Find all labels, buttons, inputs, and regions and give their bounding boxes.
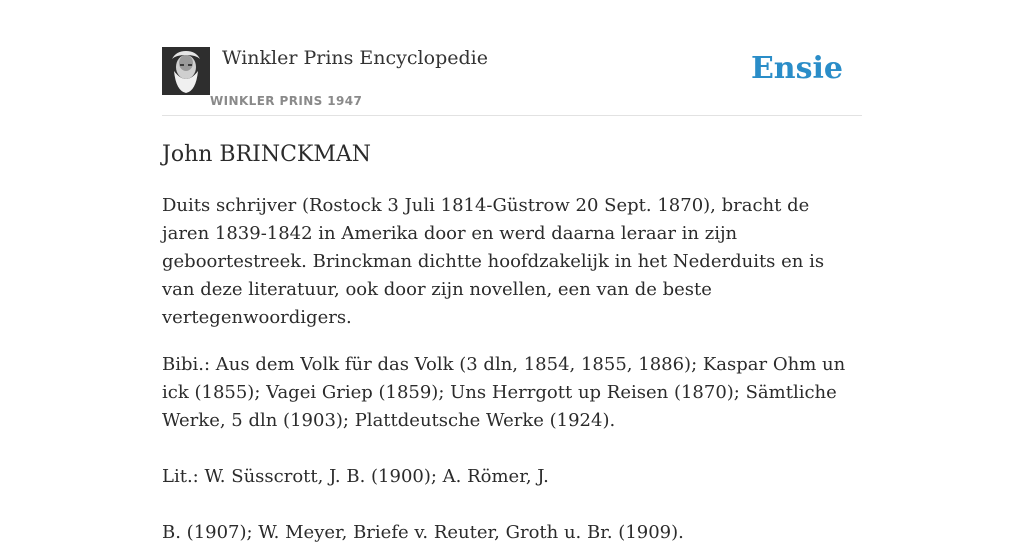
author-avatar[interactable]: [162, 47, 210, 95]
site-header: [162, 46, 862, 116]
bibliography-paragraph: Bibi.: Aus dem Volk für das Volk (3 dln, 1854, 1855, 1886); Kaspar Ohm un ick (1855); Vagei Griep (1859); Uns Herrgott up Reisen (1870); Sämtliche Werke, 5 dln (1903); Plattdeutsche Werke (1924).: [162, 354, 846, 431]
avatar-portrait-icon: [162, 47, 210, 95]
literature-paragraph-continued: B. (1907); W. Meyer, Briefe v. Reuter, Groth u. Br. (1909).: [162, 522, 684, 543]
article-title: John BRINCKMAN: [162, 142, 371, 167]
literature-paragraph: Lit.: W. Süsscrott, J. B. (1900); A. Römer, J.: [162, 466, 549, 487]
article-paragraph: Duits schrijver (Rostock 3 Juli 1814-Güstrow 20 Sept. 1870), bracht de jaren 1839-1842 in Amerika door en werd daarna leraar in zijn geboortestreek. Brinckman dichtte hoofdzakelijk in het Nederduits en is van deze literatuur, ook door zijn novellen, een van de beste vertegenwoordigers.: [162, 195, 825, 328]
brand-logo[interactable]: Ensie: [750, 51, 843, 86]
site-title[interactable]: Winkler Prins Encyclopedie: [222, 47, 488, 69]
article: [162, 140, 862, 547]
source-subtitle[interactable]: WINKLER PRINS 1947: [210, 94, 363, 108]
